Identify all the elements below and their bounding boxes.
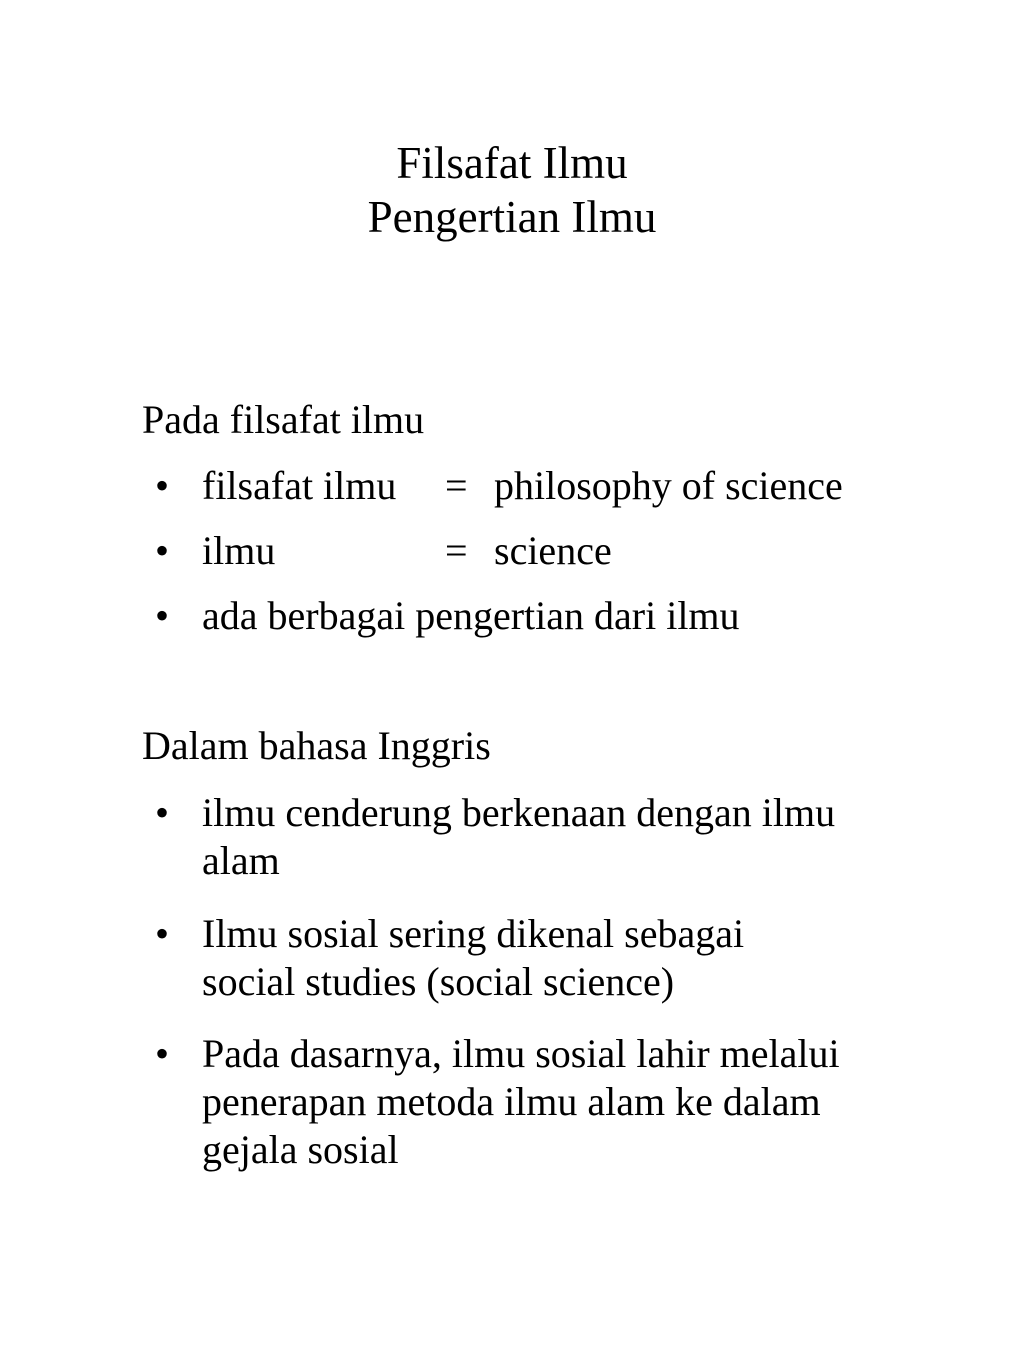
bullet-text-line: Ilmu sosial sering dikenal sebagai: [202, 911, 745, 956]
term: ilmu: [202, 528, 276, 573]
slide-title: [0, 136, 1024, 244]
section-heading-pada-filsafat-ilmu: Pada filsafat ilmu: [142, 397, 425, 442]
bullet-text: [202, 1030, 840, 1174]
equals-sign: =: [445, 463, 468, 508]
bullet-icon: •: [155, 528, 170, 573]
bullet-text: [202, 910, 744, 1006]
bullet-icon: •: [155, 1031, 170, 1076]
definition: philosophy of science: [494, 463, 843, 508]
equals-sign: =: [445, 528, 468, 573]
bullet-text-line: Pada dasarnya, ilmu sosial lahir melalui: [202, 1031, 840, 1076]
bullet-text: [202, 789, 835, 885]
bullet-text-line: ilmu cenderung berkenaan dengan ilmu: [202, 790, 836, 835]
bullet-text: ada berbagai pengertian dari ilmu: [202, 593, 740, 638]
section-heading-dalam-bahasa-inggris: Dalam bahasa Inggris: [142, 723, 491, 768]
term: filsafat ilmu: [202, 463, 397, 508]
bullet-icon: •: [155, 593, 170, 638]
bullet-icon: •: [155, 463, 170, 508]
definition: science: [494, 528, 612, 573]
bullet-icon: •: [155, 790, 170, 835]
title-line-1: Filsafat Ilmu: [396, 138, 628, 188]
bullet-text-line: gejala sosial: [202, 1127, 399, 1172]
title-line-2: Pengertian Ilmu: [367, 192, 657, 242]
bullet-icon: •: [155, 911, 170, 956]
bullet-text-line: alam: [202, 838, 280, 883]
bullet-text-line: penerapan metoda ilmu alam ke dalam: [202, 1079, 821, 1124]
bullet-text-line: social studies (social science): [202, 959, 675, 1004]
